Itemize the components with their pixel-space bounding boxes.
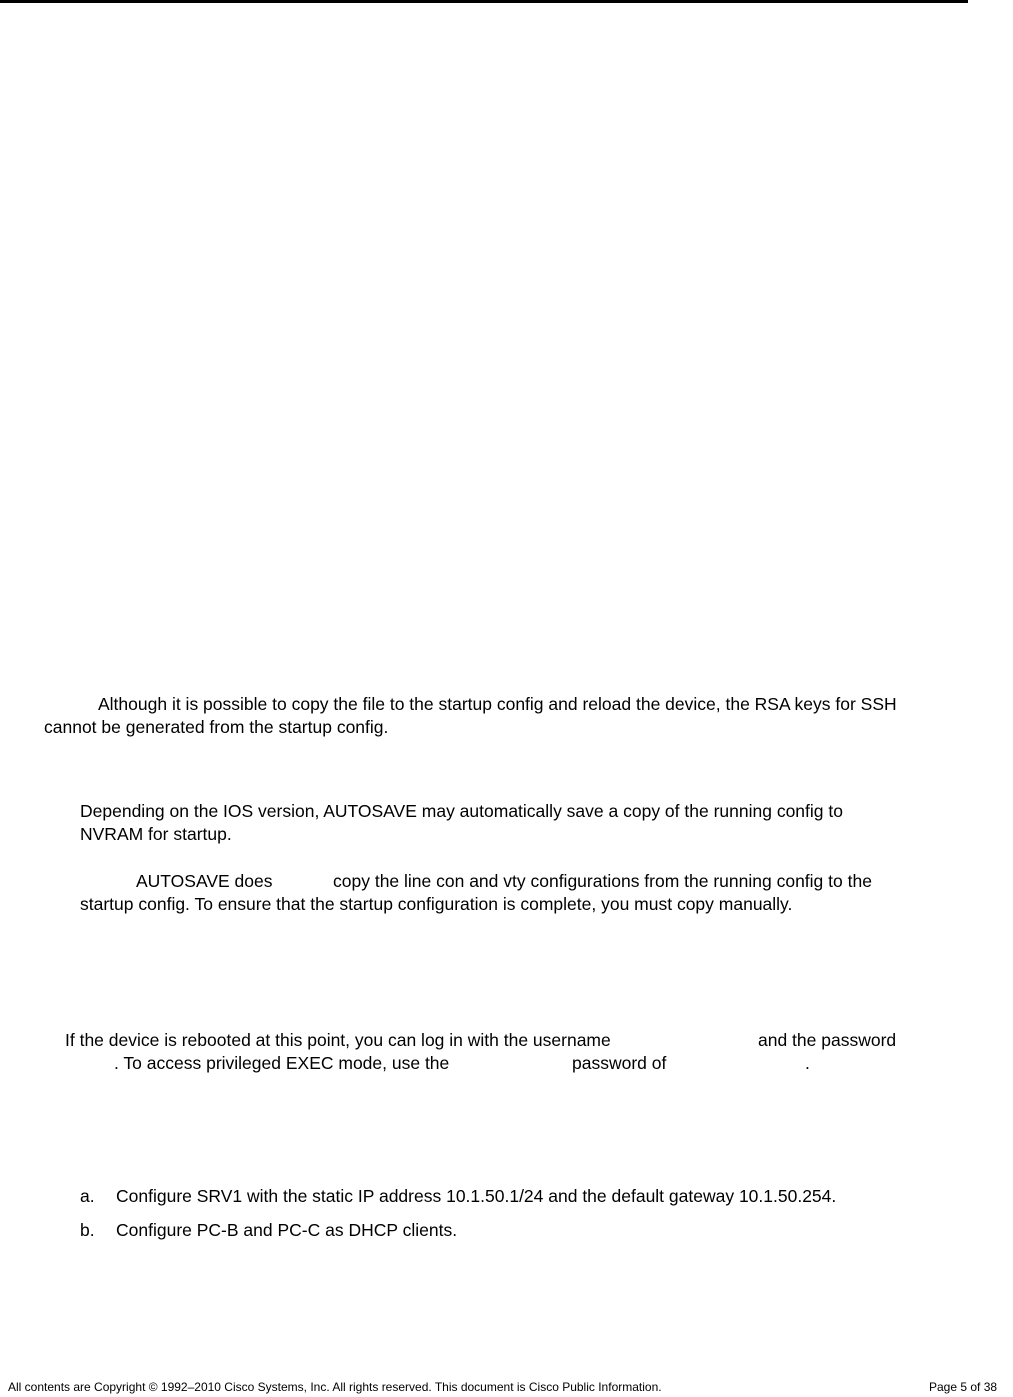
reboot-line-2a: . To access privileged EXEC mode, use the [114, 1053, 450, 1073]
reboot-line-2c: . [805, 1053, 810, 1073]
step-a-marker: a. [80, 1186, 95, 1206]
header-rule [0, 0, 968, 3]
step-a-text: Configure SRV1 with the static IP address 10.1.50.1/24 and the default gateway 10.1.50.254. [116, 1186, 837, 1206]
reboot-line-1a: If the device is rebooted at this point, you can log in with the username [65, 1030, 611, 1050]
note-line-1: Although it is possible to copy the file to the startup config and reload the device, the RSA keys for SSH [98, 694, 897, 714]
footer-copyright: All contents are Copyright © 1992–2010 Cisco Systems, Inc. All rights reserved. This document is Cisco Public Information. [8, 1380, 662, 1394]
note-line-2: cannot be generated from the startup config. [44, 717, 389, 737]
autosave-line-3a: AUTOSAVE does [136, 871, 273, 891]
footer-page-number: Page 5 of 38 [929, 1380, 998, 1394]
autosave-line-3b: copy the line con and vty configurations from the running config to the [333, 871, 872, 891]
autosave-line-4: startup config. To ensure that the startup configuration is complete, you must copy manually. [80, 894, 793, 914]
step-b-marker: b. [80, 1220, 95, 1240]
step-b-text: Configure PC-B and PC-C as DHCP clients. [116, 1220, 458, 1240]
autosave-line-2: NVRAM for startup. [80, 824, 232, 844]
autosave-line-1: Depending on the IOS version, AUTOSAVE may automatically save a copy of the running config to [80, 801, 843, 821]
reboot-line-2b: password of [572, 1053, 667, 1073]
reboot-line-1b: and the password [758, 1030, 897, 1050]
